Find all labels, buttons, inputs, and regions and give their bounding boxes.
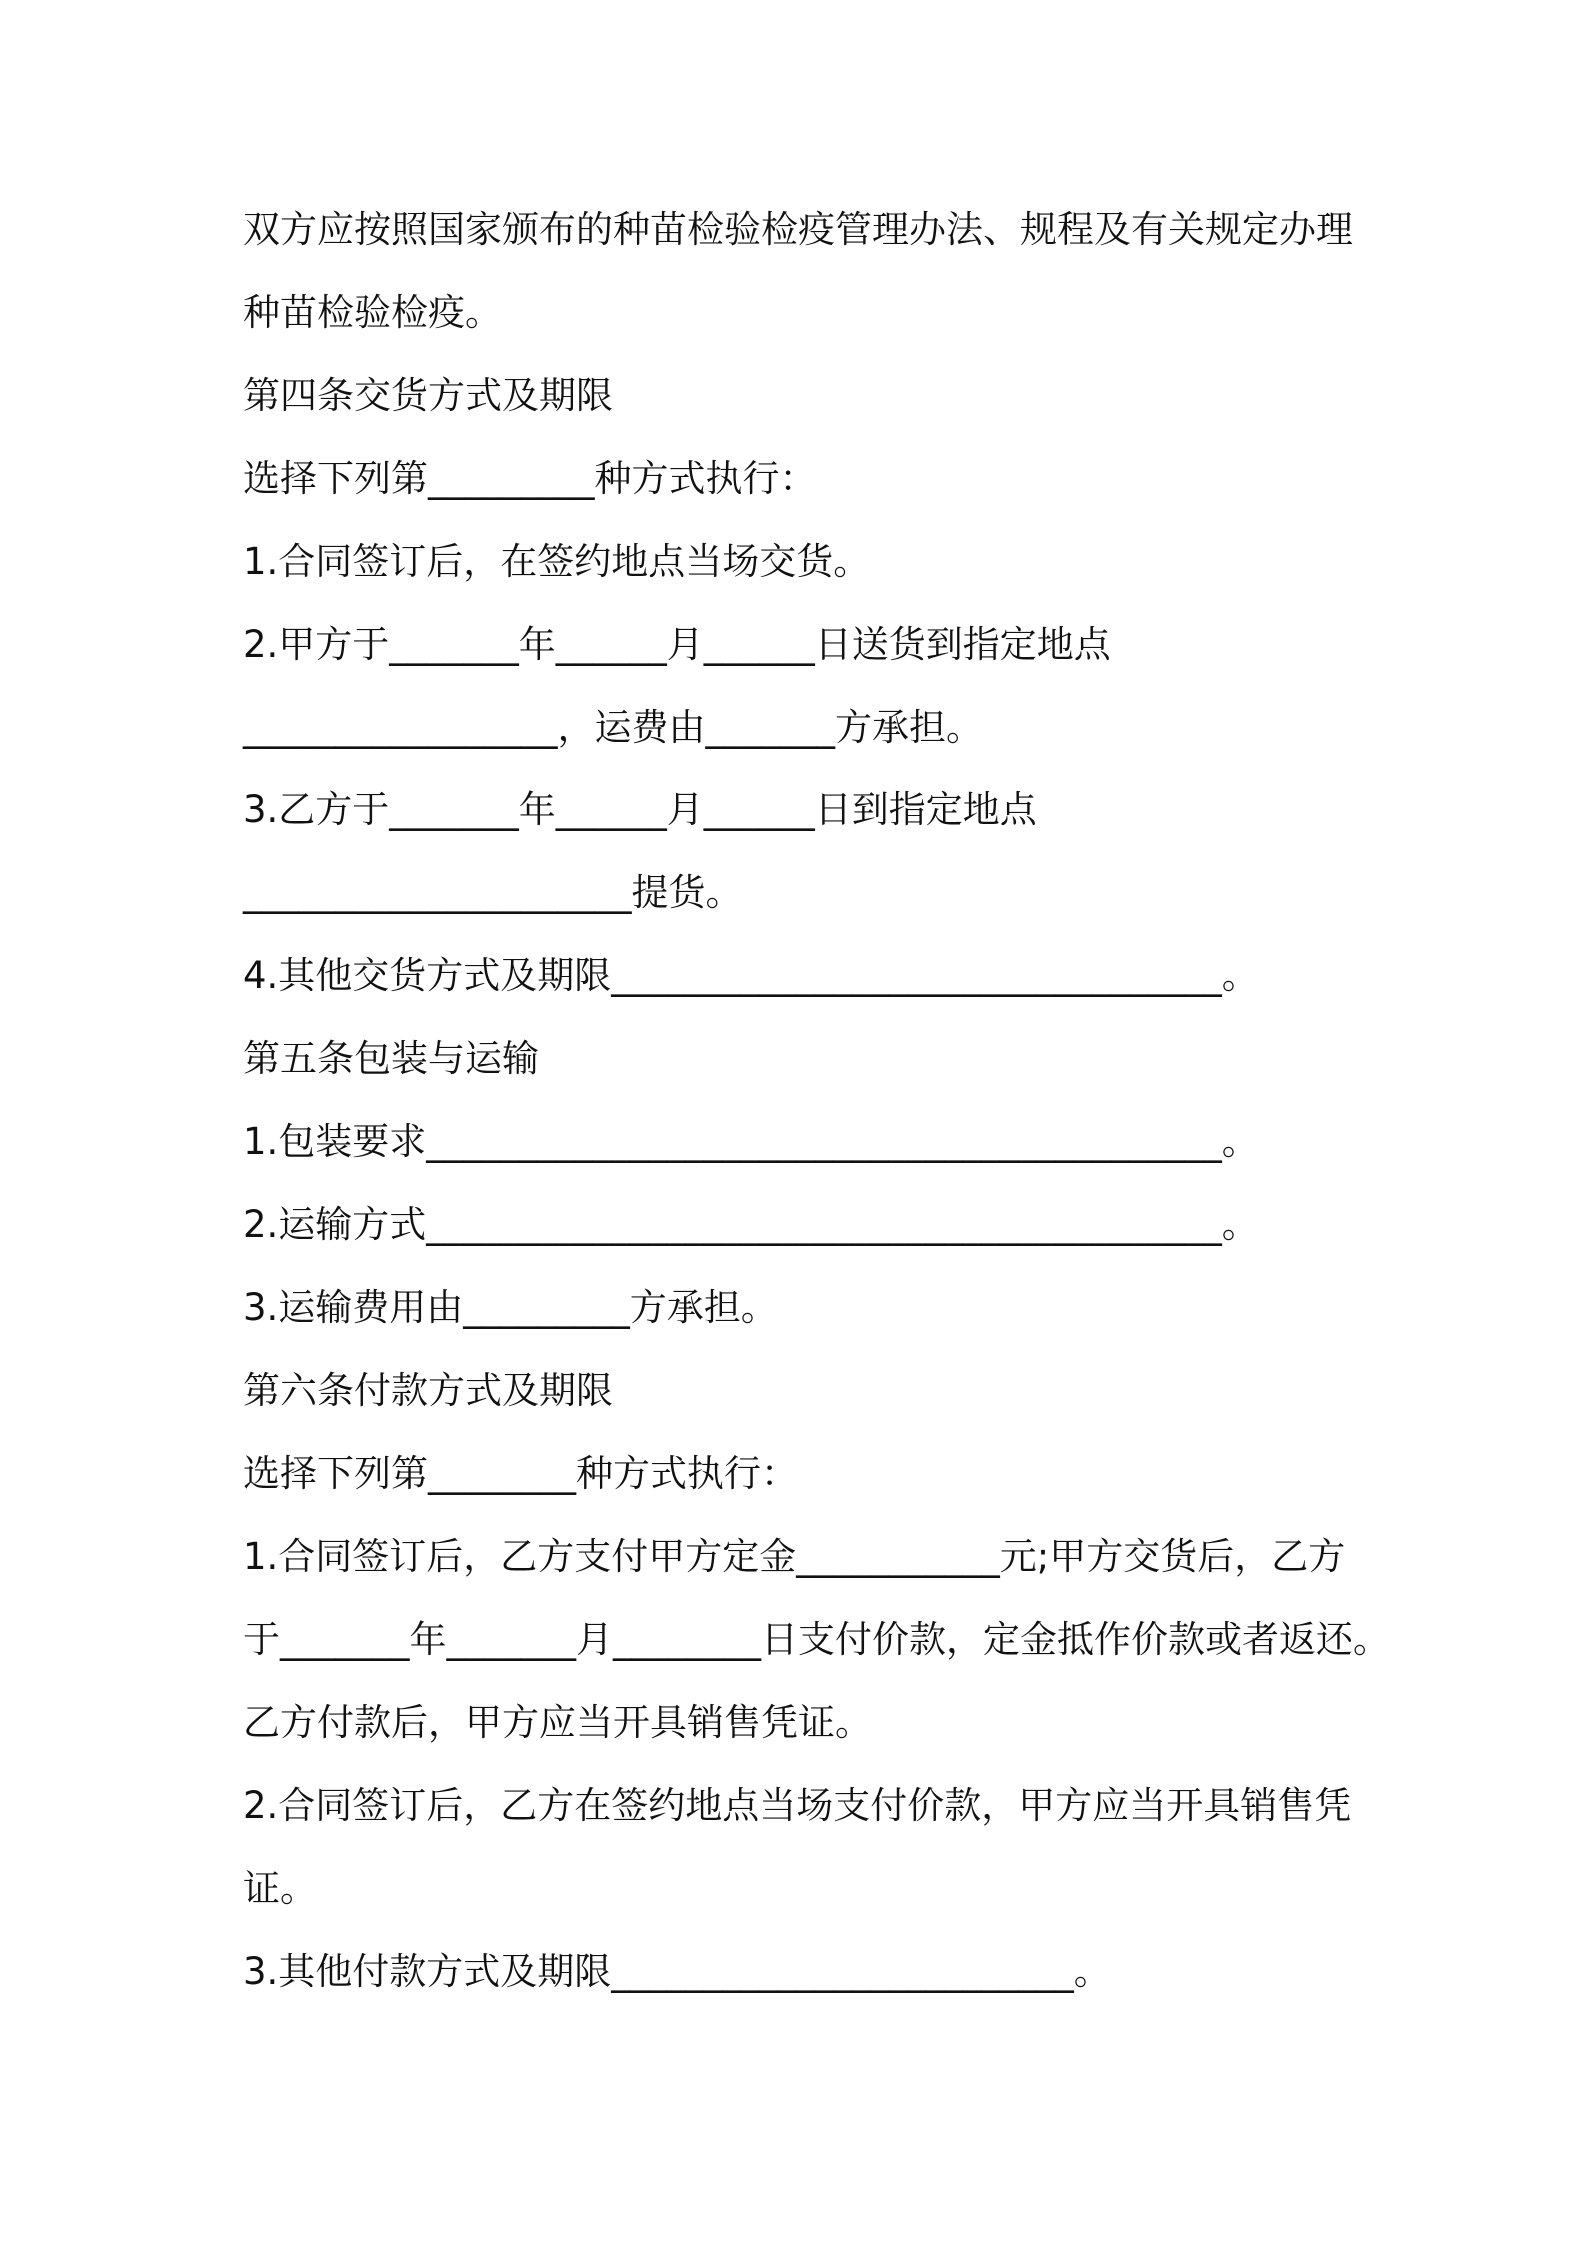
text-line: 种苗检验检疫。 bbox=[243, 291, 502, 334]
text-line: 1.合同签订后，乙方支付甲方定金___________元;甲方交货后，乙方 bbox=[243, 1535, 1346, 1578]
text-line: 4.其他交货方式及期限_________________________________。 bbox=[243, 954, 1259, 997]
section-heading: 第四条交货方式及期限 bbox=[243, 374, 613, 417]
text-line: 2.合同签订后，乙方在签约地点当场支付价款，甲方应当开具销售凭 bbox=[243, 1784, 1352, 1827]
text-line: 2.运输方式___________________________________________。 bbox=[243, 1203, 1259, 1246]
section-heading: 第五条包装与运输 bbox=[243, 1037, 539, 1080]
text-line: 1.合同签订后，在签约地点当场交货。 bbox=[243, 540, 871, 583]
text-line: 3.其他付款方式及期限_________________________。 bbox=[243, 1950, 1111, 1993]
text-line: 2.甲方于_______年______月______日送货到指定地点 bbox=[243, 623, 1111, 666]
text-line: 选择下列第________种方式执行： bbox=[243, 1452, 798, 1495]
text-line: 1.包装要求___________________________________________。 bbox=[243, 1120, 1259, 1163]
section-heading: 第六条付款方式及期限 bbox=[243, 1369, 613, 1412]
text-line: 于_______年_______月________日支付价款，定金抵作价款或者返还。 bbox=[243, 1618, 1390, 1661]
text-line: _____________________提货。 bbox=[243, 871, 743, 914]
text-line: 3.乙方于_______年______月______日到指定地点 bbox=[243, 788, 1037, 831]
text-line: 双方应按照国家颁布的种苗检验检疫管理办法、规程及有关规定办理 bbox=[243, 208, 1353, 251]
text-line: 证。 bbox=[243, 1867, 317, 1910]
text-line: 乙方付款后，甲方应当开具销售凭证。 bbox=[243, 1701, 872, 1744]
text-line: _________________，运费由_______方承担。 bbox=[243, 706, 983, 749]
text-line: 选择下列第_________种方式执行： bbox=[243, 457, 817, 500]
text-line: 3.运输费用由_________方承担。 bbox=[243, 1286, 778, 1329]
